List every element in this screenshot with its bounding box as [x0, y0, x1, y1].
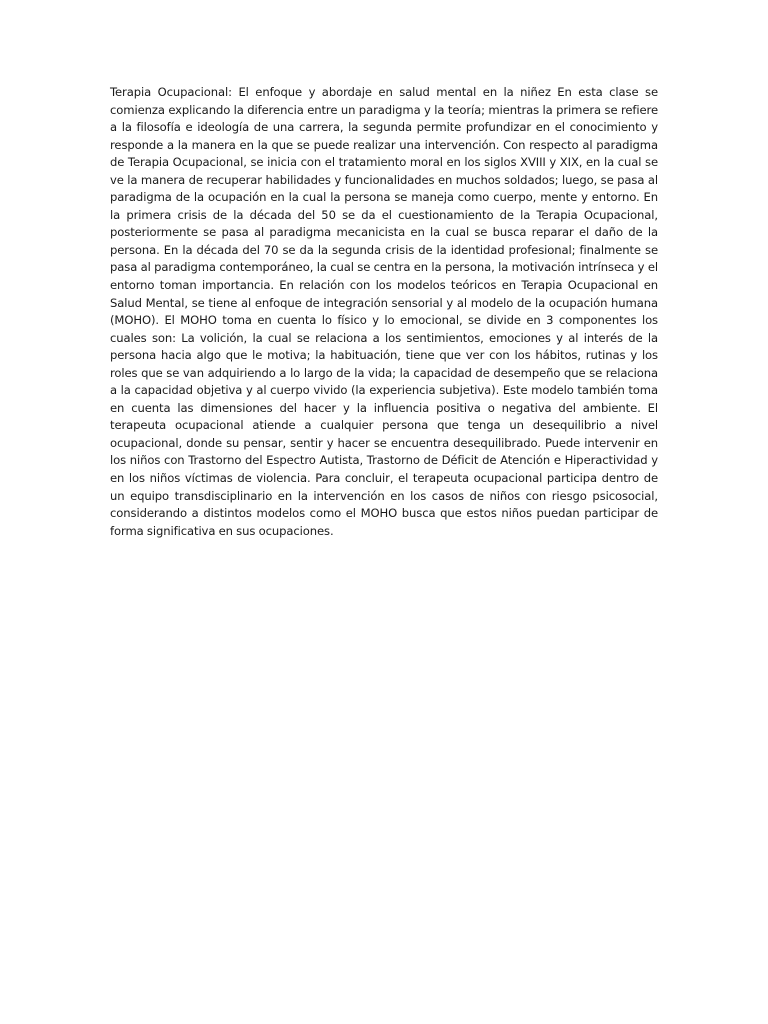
body-paragraph: Terapia Ocupacional: El enfoque y abordaje en salud mental en la niñez En esta clase se comienza explicando la diferencia entre un paradigma y la teoría; mientras la primera se refiere a la filosofía e ideología de una carrera, la segunda permite profundizar en el conocimiento y responde a la manera en la que se puede realizar una intervención. Con respecto al paradigma de Terapia Ocupacional, se inicia con el tratamiento moral en los siglos XVIII y XIX, en la cual se ve la manera de recuperar habilidades y funcionalidades en muchos soldados; luego, se pasa al paradigma de la ocupación en la cual la persona se maneja como cuerpo, mente y entorno. En la primera crisis de la década del 50 se da el cuestionamiento de la Terapia Ocupacional, posteriormente se pasa al paradigma mecanicista en la cual se busca reparar el daño de la persona. En la década del 70 se da la segunda crisis de la identidad profesional; finalmente se pasa al paradigma contemporáneo, la cual se centra en la persona, la motivación intrínseca y el entorno toman importancia. En relación con los modelos teóricos en Terapia Ocupacional en Salud Mental, se tiene al enfoque de integración sensorial y al modelo de la ocupación humana (MOHO). El MOHO toma en cuenta lo físico y lo emocional, se divide en 3 componentes los cuales son: La volición, la cual se relaciona a los sentimientos, emociones y al interés de la persona hacia algo que le motiva; la habituación, tiene que ver con los hábitos, rutinas y los roles que se van adquiriendo a lo largo de la vida; la capacidad de desempeño que se relaciona a la capacidad objetiva y al cuerpo vivido (la experiencia subjetiva). Este modelo también toma en cuenta las dimensiones del hacer y la influencia positiva o negativa del ambiente. El terapeuta ocupacional atiende a cualquier persona que tenga un desequilibrio a nivel ocupacional, donde su pensar, sentir y hacer se encuentra desequilibrado. Puede intervenir en los niños con Trastorno del Espectro Autista, Trastorno de Déficit de Atención e Hiperactividad y en los niños víctimas de violencia. Para concluir, el terapeuta ocupacional participa dentro de un equipo transdisciplinario en la intervención en los casos de niños con riesgo psicosocial, considerando a distintos modelos como el MOHO busca que estos niños puedan participar de forma significativa en sus ocupaciones. — [110, 85, 658, 538]
